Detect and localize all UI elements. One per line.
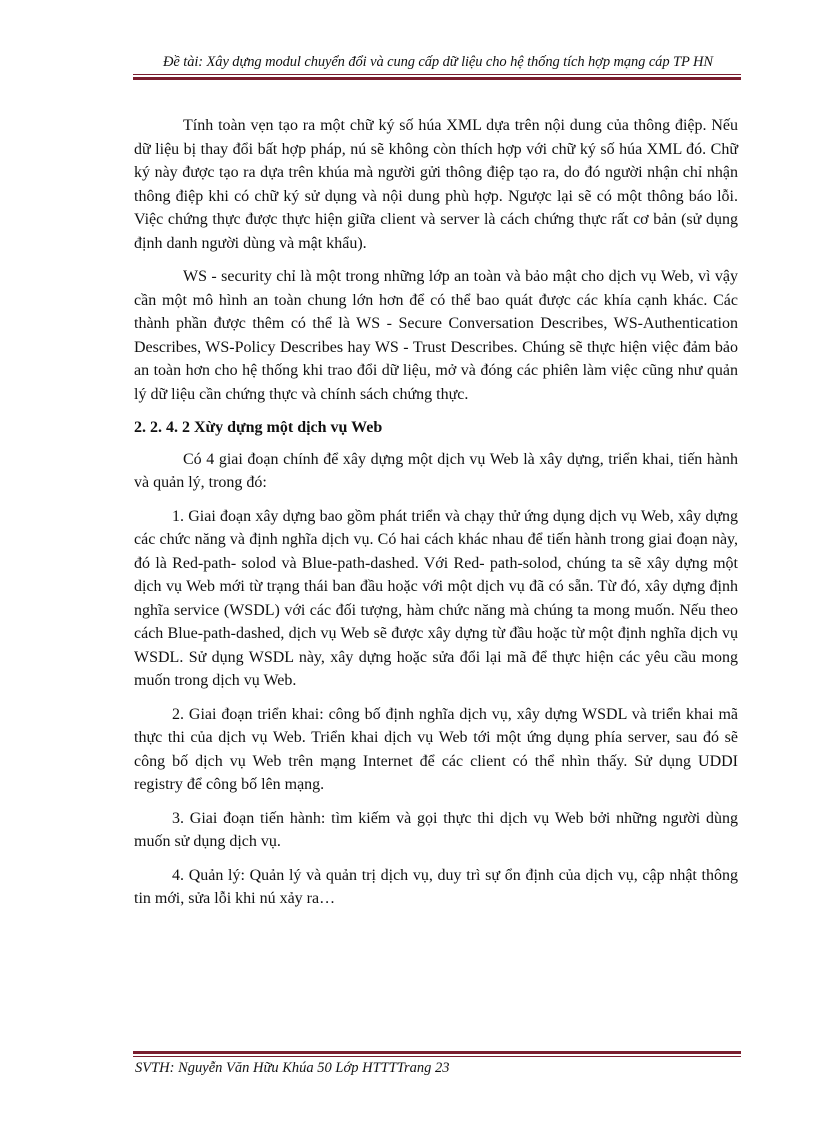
page-footer: SVTH: Nguyễn Văn Hữu Khúa 50 Lớp HTTTTrang 23: [135, 1060, 450, 1076]
document-body: [134, 114, 738, 921]
paragraph-integrity: Tính toàn vẹn tạo ra một chữ ký số húa XML dựa trên nội dung của thông điệp. Nếu dữ liệu bị thay đổi bất hợp pháp, nú sẽ không còn thích hợp với chữ ký số húa XML đó. Chữ ký này được tạo ra dựa trên khúa mà người gửi thông điệp tạo ra, do đó người nhận chỉ nhận thông điệp khi có chữ ký sử dụng và nội dung phù hợp. Ngược lại sẽ có một thông báo lỗi. Việc chứng thực được thực hiện giữa client và server là cách chứng thực rất cơ bản (sử dụng định danh người dùng và mật khẩu).: [134, 117, 738, 252]
paragraph-ws-security: WS - security chỉ là một trong những lớp an toàn và bảo mật cho dịch vụ Web, vì vậy cần một mô hình an toàn chung lớn hơn để có thể bao quát được các khía cạnh khác. Các thành phần được thêm có thể là WS - Secure Conversation Describes, WS-Authentication Describes, WS-Policy Describes hay WS - Trust Describes. Chúng sẽ thực hiện việc đảm bảo an toàn hơn cho hệ thống khi trao đổi dữ liệu, mở và đóng các phiên làm việc cũng như quản lý dữ liệu cần chứng thực và chính sách chứng thực.: [134, 268, 738, 403]
section-heading: 2. 2. 4. 2 Xừy dựng một dịch vụ Web: [134, 419, 383, 436]
paragraph-intro-stages: Có 4 giai đoạn chính để xây dựng một dịch vụ Web là xây dựng, triển khai, tiến hành và quản lý, trong đó:: [134, 450, 738, 491]
header-rule: [133, 74, 741, 80]
footer-rule: [133, 1051, 741, 1057]
list-item-manage-stage: 4. Quản lý: Quản lý và quản trị dịch vụ, duy trì sự ổn định của dịch vụ, cập nhật thông tin mới, sửa lỗi khi nú xảy ra…: [134, 866, 738, 907]
list-item-build-stage: 1. Giai đoạn xây dựng bao gồm phát triển và chạy thử ứng dụng dịch vụ Web, xây dựng các chức năng và định nghĩa dịch vụ. Có hai cách khác nhau để tiến hành trong giai đoạn này, đó là Red-path- solod và Blue-path-dashed. Với Red- path-solod, chúng ta sẽ xây dựng một dịch vụ Web mới từ trạng thái ban đầu hoặc với một dịch vụ đã có sẵn. Từ đó, xây dựng định nghĩa service (WSDL) với các đối tượng, hàm chức năng mà chúng ta mong muốn. Nếu theo cách Blue-path-dashed, dịch vụ Web sẽ được xây dựng từ đầu hoặc từ một định nghĩa dịch vụ WSDL. Sử dụng WSDL này, xây dựng hoặc sửa đổi lại mã để thực hiện các yêu cầu mong muốn trong dịch vụ Web.: [134, 507, 738, 689]
page-header-title: Đề tài: Xây dựng modul chuyển đổi và cung cấp dữ liệu cho hệ thống tích hợp mạng cáp TP HN: [163, 54, 713, 70]
list-item-deploy-stage: 2. Giai đoạn triển khai: công bố định nghĩa dịch vụ, xây dựng WSDL và triển khai mã thực thi của dịch vụ Web. Triển khai dịch vụ Web tới một ứng dụng phía server, sau đó sẽ công bố dịch vụ Web trên mạng Internet để các client có thể nhìn thấy. Sử dụng UDDI registry để công bố lên mạng.: [134, 705, 738, 793]
list-item-run-stage: 3. Giai đoạn tiến hành: tìm kiếm và gọi thực thi dịch vụ Web bởi những người dùng muốn sử dụng dịch vụ.: [134, 809, 738, 850]
